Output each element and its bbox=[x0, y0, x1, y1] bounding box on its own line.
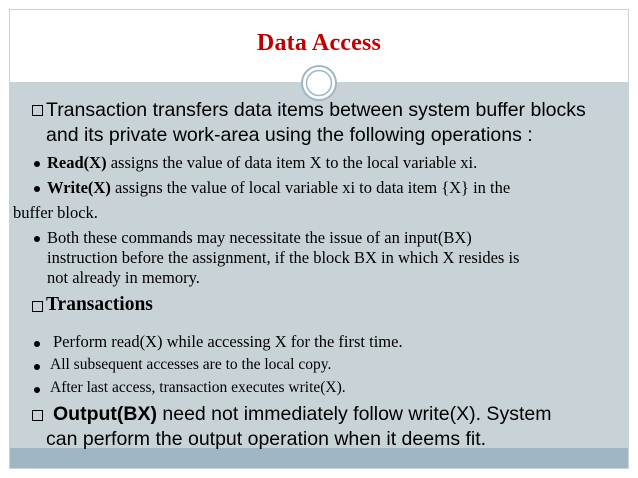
intro-line-2: and its private work-area using the following operations : bbox=[46, 124, 533, 146]
round-bullet-icon bbox=[34, 236, 40, 242]
square-bullet-icon bbox=[32, 105, 43, 116]
write-description: assigns the value of local variable xi to data item {X} in the bbox=[110, 178, 511, 197]
both-item-line-2: instruction before the assignment, if the block BX in which X resides is bbox=[47, 248, 520, 267]
transactions-heading: Transactions bbox=[46, 294, 153, 315]
write-keyword: Write(X) bbox=[47, 178, 111, 197]
both-item-line-3: not already in memory. bbox=[47, 268, 200, 287]
read-description: assigns the value of data item X to the local variable xi. bbox=[106, 153, 478, 172]
read-keyword: Read(X) bbox=[47, 153, 107, 172]
transactions-item-1: Perform read(X) while accessing X for the first time. bbox=[53, 332, 403, 351]
circle-ring-icon bbox=[300, 64, 338, 102]
transactions-item-3: After last access, transaction executes write(X). bbox=[50, 379, 346, 396]
round-bullet-icon bbox=[34, 186, 40, 192]
both-item-line-1: Both these commands may necessitate the issue of an input(BX) bbox=[47, 228, 472, 247]
round-bullet-icon bbox=[34, 341, 40, 347]
output-item-line-2: can perform the output operation when it deems fit. bbox=[46, 428, 487, 450]
output-description: need not immediately follow write(X). System bbox=[156, 403, 552, 425]
transactions-item-2: All subsequent accesses are to the local copy. bbox=[50, 356, 332, 373]
square-bullet-icon bbox=[32, 410, 43, 421]
output-keyword: Output(BX) bbox=[53, 403, 157, 425]
slide-title: Data Access bbox=[256, 30, 382, 56]
write-item-line-2: buffer block. bbox=[13, 203, 98, 222]
write-item bbox=[47, 178, 510, 198]
intro-line-1: Transaction transfers data items between system buffer blocks bbox=[46, 99, 586, 121]
read-item bbox=[47, 153, 477, 173]
round-bullet-icon bbox=[34, 364, 40, 370]
output-item bbox=[53, 403, 551, 426]
round-bullet-icon bbox=[34, 387, 40, 393]
round-bullet-icon bbox=[34, 161, 40, 167]
square-bullet-icon bbox=[32, 301, 43, 312]
